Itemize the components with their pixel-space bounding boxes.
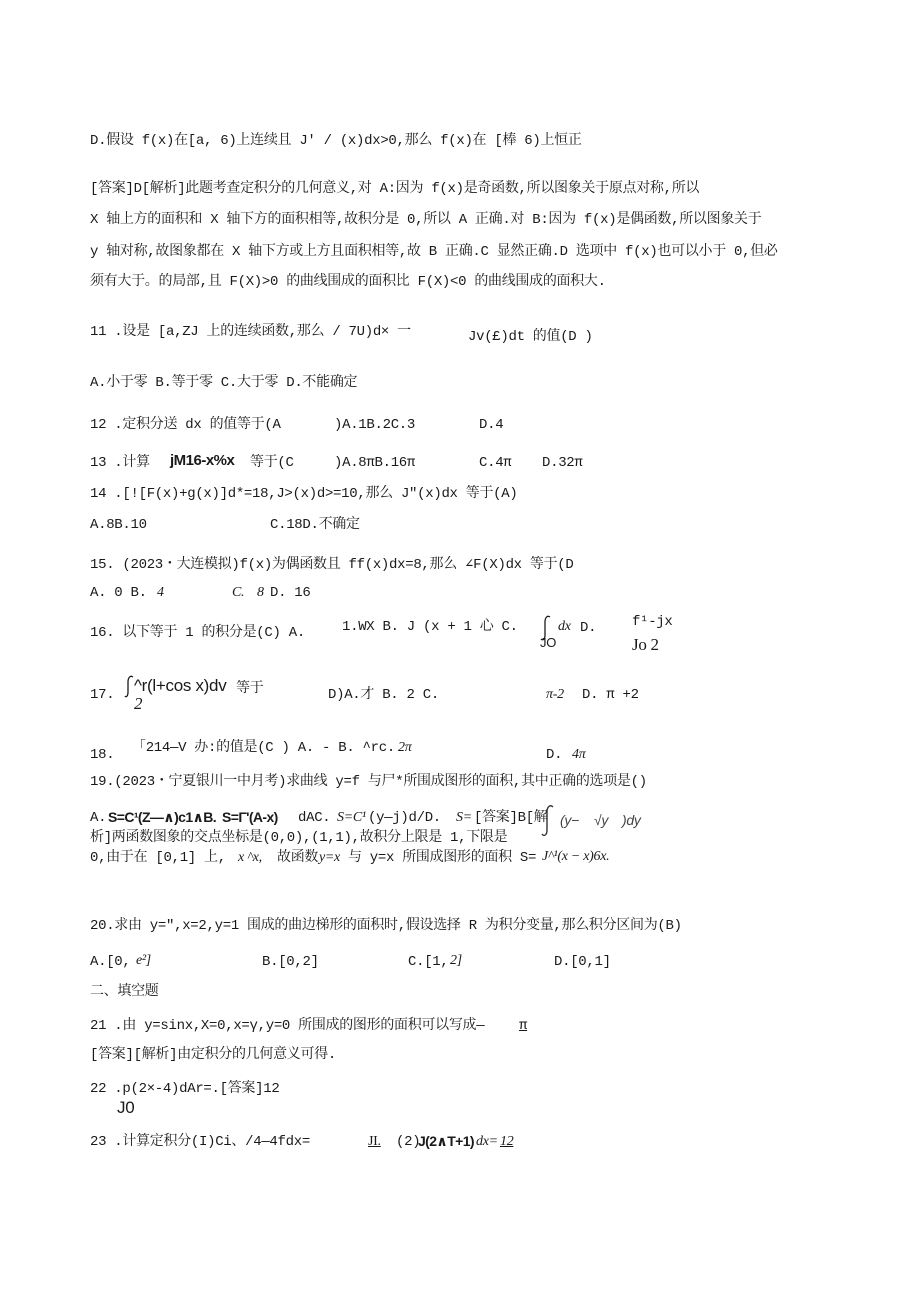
question-21: 21 .由 y=sinx,X=0,x=γ,y=0 所围成的图形的面积可以写成—	[90, 1018, 485, 1034]
question-23-part-2-dx: dx=	[476, 1134, 498, 1149]
question-19-option-d-dy: )dy	[622, 812, 641, 828]
question-12-options: )A.1B.2C.3	[334, 417, 416, 433]
question-20-option-a: A.[0,	[90, 954, 131, 970]
answer-line-1: [答案]D[解析]此题考查定积分的几何意义,对 A:因为 f(x)是奇函数,所以图象关于原点对称,所以	[90, 181, 700, 197]
question-23: 23 .计算定积分(I)Ci、/4—4fdx=	[90, 1134, 310, 1150]
question-19-option-c-tail: (y—j)d/D.	[368, 810, 441, 826]
question-17-option-d: D. π +2	[582, 687, 639, 703]
question-20: 20.求由 y=",x=2,y=1 围成的曲边梯形的面积时,假设选择 R 为积分变量,那么积分区间为(B)	[90, 918, 682, 934]
question-17-lower-limit: 2	[134, 694, 143, 713]
question-23-answer-1: JI.	[368, 1134, 381, 1149]
question-20-option-c-value: 2]	[450, 953, 462, 968]
question-22-lower-limit: J0	[117, 1098, 135, 1117]
question-17-integrand: ^r(l+cos x)dv	[134, 676, 227, 695]
question-13-options: )A.8πB.16π	[334, 455, 416, 471]
question-16-lower-limit: JO	[540, 635, 557, 650]
question-19-option-c-formula: S=C¹	[337, 810, 366, 825]
question-14-options-cd: C.18D.不确定	[270, 517, 360, 533]
question-19-option-b-formula: S=Γ'(A-x)	[222, 809, 278, 825]
question-19-explanation-1: 析]两函数图象的交点坐标是(0,0),(1,1),故积分上限是 1,下限是	[90, 830, 508, 846]
question-16-option-d-bottom: Jo 2	[632, 635, 659, 654]
question-18-option-d: D.	[546, 747, 563, 763]
question-19-explanation-2f: J^¹(x − x)6x.	[542, 849, 610, 864]
question-21-explanation: [答案][解析]由定积分的几何意义可得.	[90, 1047, 337, 1063]
question-12: 12 .定积分送 dx 的值等于(A	[90, 417, 281, 433]
question-23-part-2-formula: J(2∧T+1)	[418, 1133, 474, 1149]
question-11-tail: Jv(£)dt 的值(D )	[468, 329, 593, 345]
question-19-option-d-sqrt: √y	[594, 812, 609, 828]
question-15-option-d: D. 16	[270, 585, 311, 601]
question-13: 13 .计算	[90, 455, 150, 471]
question-18-option-d-value: 4π	[572, 747, 586, 762]
question-20-option-b: B.[0,2]	[262, 954, 319, 970]
question-15: 15. (2023・大连模拟)f(x)为偶函数且 ff(x)dx=8,那么 ∠F(X)dx 等于(D	[90, 557, 574, 573]
question-16: 16. 以下等于 1 的积分是(C) A.	[90, 625, 305, 641]
question-13-mid: 等于(C	[250, 455, 294, 471]
question-16-options: 1.WX B. J (x + 1 心 C.	[342, 619, 518, 635]
question-19-option-a: A.	[90, 810, 107, 826]
question-15-option-ab: A. 0 B.	[90, 585, 147, 601]
integral-sign-icon	[541, 804, 557, 838]
question-19-explanation-2a: 0,由于在 [0,1] 上,	[90, 850, 226, 866]
question-12-option-d: D.4	[479, 417, 504, 433]
question-19-option-d-label: S=	[456, 810, 472, 825]
question-19-explanation-2d: y=x	[319, 850, 340, 865]
question-11: 11 .设是 [a,ZJ 上的连续函数,那么 / 7U)d× 一	[90, 324, 411, 340]
question-13-option-c: C.4π	[479, 455, 512, 471]
question-17-option-c: π-2	[546, 687, 564, 702]
question-17: 17.	[90, 687, 115, 703]
question-15-option-b-value: 4	[157, 585, 164, 600]
question-19: 19.(2023・宁夏银川一中月考)求曲线 y=f 与尸*所围成图形的面积,其中正确的选项是()	[90, 774, 647, 790]
question-13-formula: jM16-x%x	[170, 452, 235, 469]
question-22: 22 .p(2×-4)dAr=.[答案]12	[90, 1081, 280, 1097]
question-19-option-c-label: dAC.	[298, 810, 331, 826]
question-23-part-2: (2)	[396, 1134, 421, 1150]
question-17-equals: 等于	[236, 681, 264, 697]
question-19-option-a-formula: S=C¹(Z—∧)c1∧B.	[108, 809, 217, 825]
question-20-option-d: D.[0,1]	[554, 954, 611, 970]
section-title-fill-in: 二、填空题	[90, 984, 159, 1000]
question-19-explanation-2e: 与 y=x 所围成图形的面积 S=	[348, 850, 537, 866]
answer-line-4: 须有大于。的局部,且 F(X)>0 的曲线围成的面积比 F(X)<0 的曲线围成的面积大.	[90, 274, 606, 290]
question-15-option-c-value: 8	[257, 585, 264, 600]
question-23-answer-2: 12	[500, 1134, 514, 1149]
question-19-option-d-integrand: (y−	[560, 812, 579, 828]
question-11-options: A.小于零 B.等于零 C.大于零 D.不能确定	[90, 375, 358, 391]
question-17-options: D)A.才 B. 2 C.	[328, 687, 439, 703]
question-20-option-a-value: e²]	[136, 953, 151, 968]
question-18: 18.	[90, 747, 115, 763]
question-20-option-c: C.[1,	[408, 954, 449, 970]
question-16-option-d-top: f¹-jx	[632, 614, 673, 630]
question-19-explanation-2c: 故函数	[277, 850, 319, 866]
question-19-answer: [答案]B[解	[474, 810, 548, 826]
question-16-option-d: D.	[580, 620, 597, 636]
question-14: 14 .[![F(x)+g(x)]d*=18,J>(x)d>=10,那么 J"(x)dx 等于(A)	[90, 486, 518, 502]
answer-line-2: X 轴上方的面积和 X 轴下方的面积相等,故积分是 0,所以 A 正确.对 B:因为 f(x)是偶函数,所以图象关于	[90, 212, 762, 228]
question-13-option-d: D.32π	[542, 455, 583, 471]
question-16-option-c-dx: dx	[558, 619, 571, 634]
question-18-body: 「214—V 办:的值是(C ) A. - B. ^rc.	[132, 740, 395, 756]
question-15-option-c: C.	[232, 585, 245, 600]
option-d-line: D.假设 f(x)在[a, 6)上连续且 J' / (x)dx>0,那么 f(x)在 [棒 6)上恒正	[90, 133, 582, 149]
question-14-options-ab: A.8B.10	[90, 517, 147, 533]
answer-line-3: y 轴对称,故图象都在 X 轴下方或上方且面积相等,故 B 正确.C 显然正确.D 选项中 f(x)也可以小于 0,但必	[90, 244, 778, 260]
question-18-option-c: 2π	[398, 740, 412, 755]
question-21-answer: π	[519, 1018, 528, 1034]
question-19-explanation-2b: x ^x,	[238, 850, 262, 865]
